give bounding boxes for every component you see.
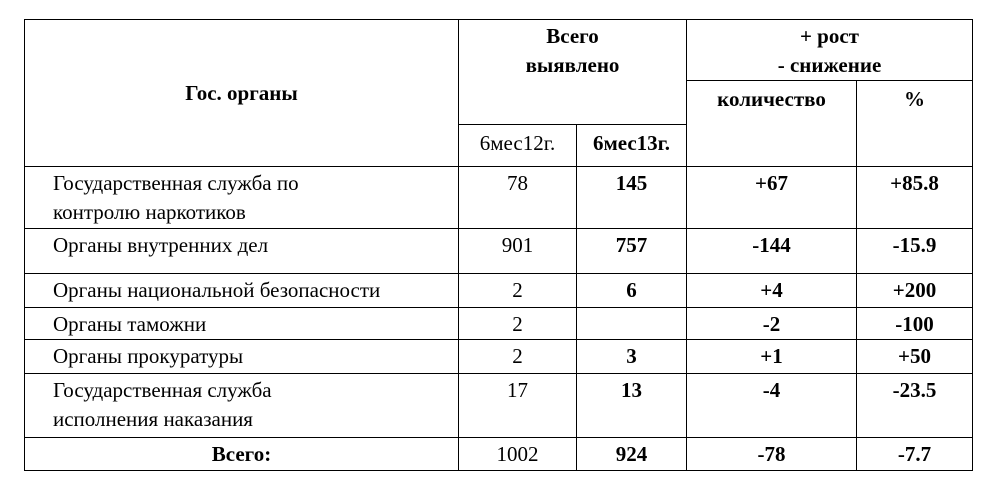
value-pct: -23.5 xyxy=(857,374,973,438)
header-total-detected: Всего выявлено xyxy=(459,20,687,125)
value-qty: +67 xyxy=(687,167,857,229)
agency-name: Государственная служба исполнения наказания xyxy=(25,374,459,438)
value-pct: +50 xyxy=(857,340,973,374)
value-pct: -100 xyxy=(857,308,973,340)
value-pct: +85.8 xyxy=(857,167,973,229)
value-prev: 78 xyxy=(459,167,577,229)
agency-name: Органы национальной безопасности xyxy=(25,274,459,308)
value-curr xyxy=(577,308,687,340)
value-prev: 2 xyxy=(459,340,577,374)
total-qty: -78 xyxy=(687,438,857,471)
value-curr: 145 xyxy=(577,167,687,229)
total-label: Всего: xyxy=(25,438,459,471)
value-qty: -2 xyxy=(687,308,857,340)
agency-name: Государственная служба по контролю наркотиков xyxy=(25,167,459,229)
total-curr: 924 xyxy=(577,438,687,471)
agency-name: Органы прокуратуры xyxy=(25,340,459,374)
value-qty: -144 xyxy=(687,229,857,274)
table-row xyxy=(25,340,973,374)
value-curr: 757 xyxy=(577,229,687,274)
value-pct: -15.9 xyxy=(857,229,973,274)
header-change: + рост - снижение xyxy=(687,20,973,81)
value-curr: 6 xyxy=(577,274,687,308)
header-6m-2013: 6мес13г. xyxy=(577,125,687,167)
value-qty: +1 xyxy=(687,340,857,374)
value-prev: 2 xyxy=(459,308,577,340)
header-6m-2012: 6мес12г. xyxy=(459,125,577,167)
value-prev: 901 xyxy=(459,229,577,274)
statistics-table xyxy=(24,19,973,471)
table-row xyxy=(25,374,973,438)
table-row xyxy=(25,308,973,340)
value-curr: 3 xyxy=(577,340,687,374)
agency-name: Органы внутренних дел xyxy=(25,229,459,274)
value-prev: 17 xyxy=(459,374,577,438)
header-percent: % xyxy=(857,81,973,167)
value-qty: +4 xyxy=(687,274,857,308)
agency-name: Органы таможни xyxy=(25,308,459,340)
value-qty: -4 xyxy=(687,374,857,438)
value-pct: +200 xyxy=(857,274,973,308)
value-curr: 13 xyxy=(577,374,687,438)
header-quantity: количество xyxy=(687,81,857,167)
total-prev: 1002 xyxy=(459,438,577,471)
table-row xyxy=(25,274,973,308)
header-agencies: Гос. органы xyxy=(25,20,459,167)
total-pct: -7.7 xyxy=(857,438,973,471)
total-row xyxy=(25,438,973,471)
value-prev: 2 xyxy=(459,274,577,308)
table-row xyxy=(25,229,973,274)
table-row xyxy=(25,167,973,229)
